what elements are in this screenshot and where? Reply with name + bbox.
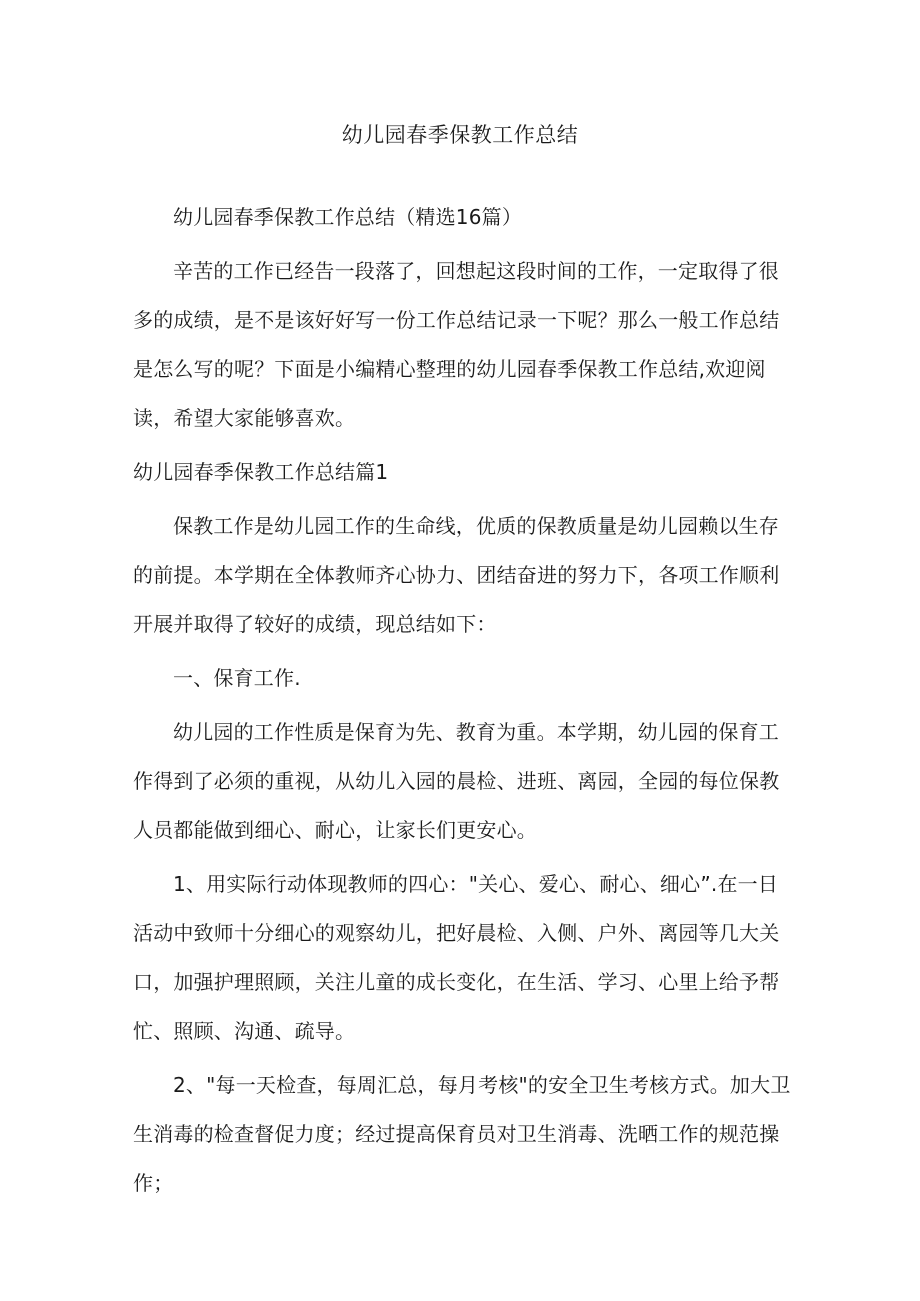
subsection-heading: 一、保育工作. bbox=[173, 666, 301, 690]
list-item-paragraph: 2、"每一天检查，每周汇总，每月考核"的安全卫生考核方式。加大卫生消毒的检查督促力度；经过提高保育员对卫生消毒、洗晒工作的规范操作； bbox=[133, 1073, 791, 1195]
body-paragraph: 保教工作是幼儿园工作的生命线，优质的保教质量是幼儿园赖以生存的前提。本学期在全体教师齐心协力、团结奋进的努力下，各项工作顺利开展并取得了较好的成绩，现总结如下： bbox=[133, 514, 780, 636]
document-title: 幼儿园春季保教工作总结 bbox=[341, 123, 579, 147]
document-body bbox=[133, 193, 798, 1213]
subtitle-paragraph: 幼儿园春季保教工作总结（精选16篇） bbox=[173, 205, 523, 229]
list-item-paragraph: 1、用实际行动体现教师的四心："关心、爱心、耐心、细心”.在一日活动中致师十分细心的观察幼儿，把好晨检、入侧、户外、离园等几大关口，加强护理照顾，关注儿童的成长变化，在生活、学习、心里上给予帮忙、照顾、沟通、疏导。 bbox=[133, 872, 780, 1043]
intro-paragraph: 辛苦的工作已经告一段落了，回想起这段时间的工作，一定取得了很多的成绩，是不是该好好写一份工作总结记录一下呢？那么一般工作总结是怎么写的呢？下面是小编精心整理的幼儿园春季保教工作总结,欢迎阅读，希望大家能够喜欢。 bbox=[133, 259, 780, 430]
section-heading: 幼儿园春季保教工作总结篇1 bbox=[133, 460, 389, 484]
body-paragraph: 幼儿园的工作性质是保育为先、教育为重。本学期，幼儿园的保育工作得到了必须的重视，从幼儿入园的晨检、进班、离园，全园的每位保教人员都能做到细心、耐心，让家长们更安心。 bbox=[133, 720, 780, 842]
